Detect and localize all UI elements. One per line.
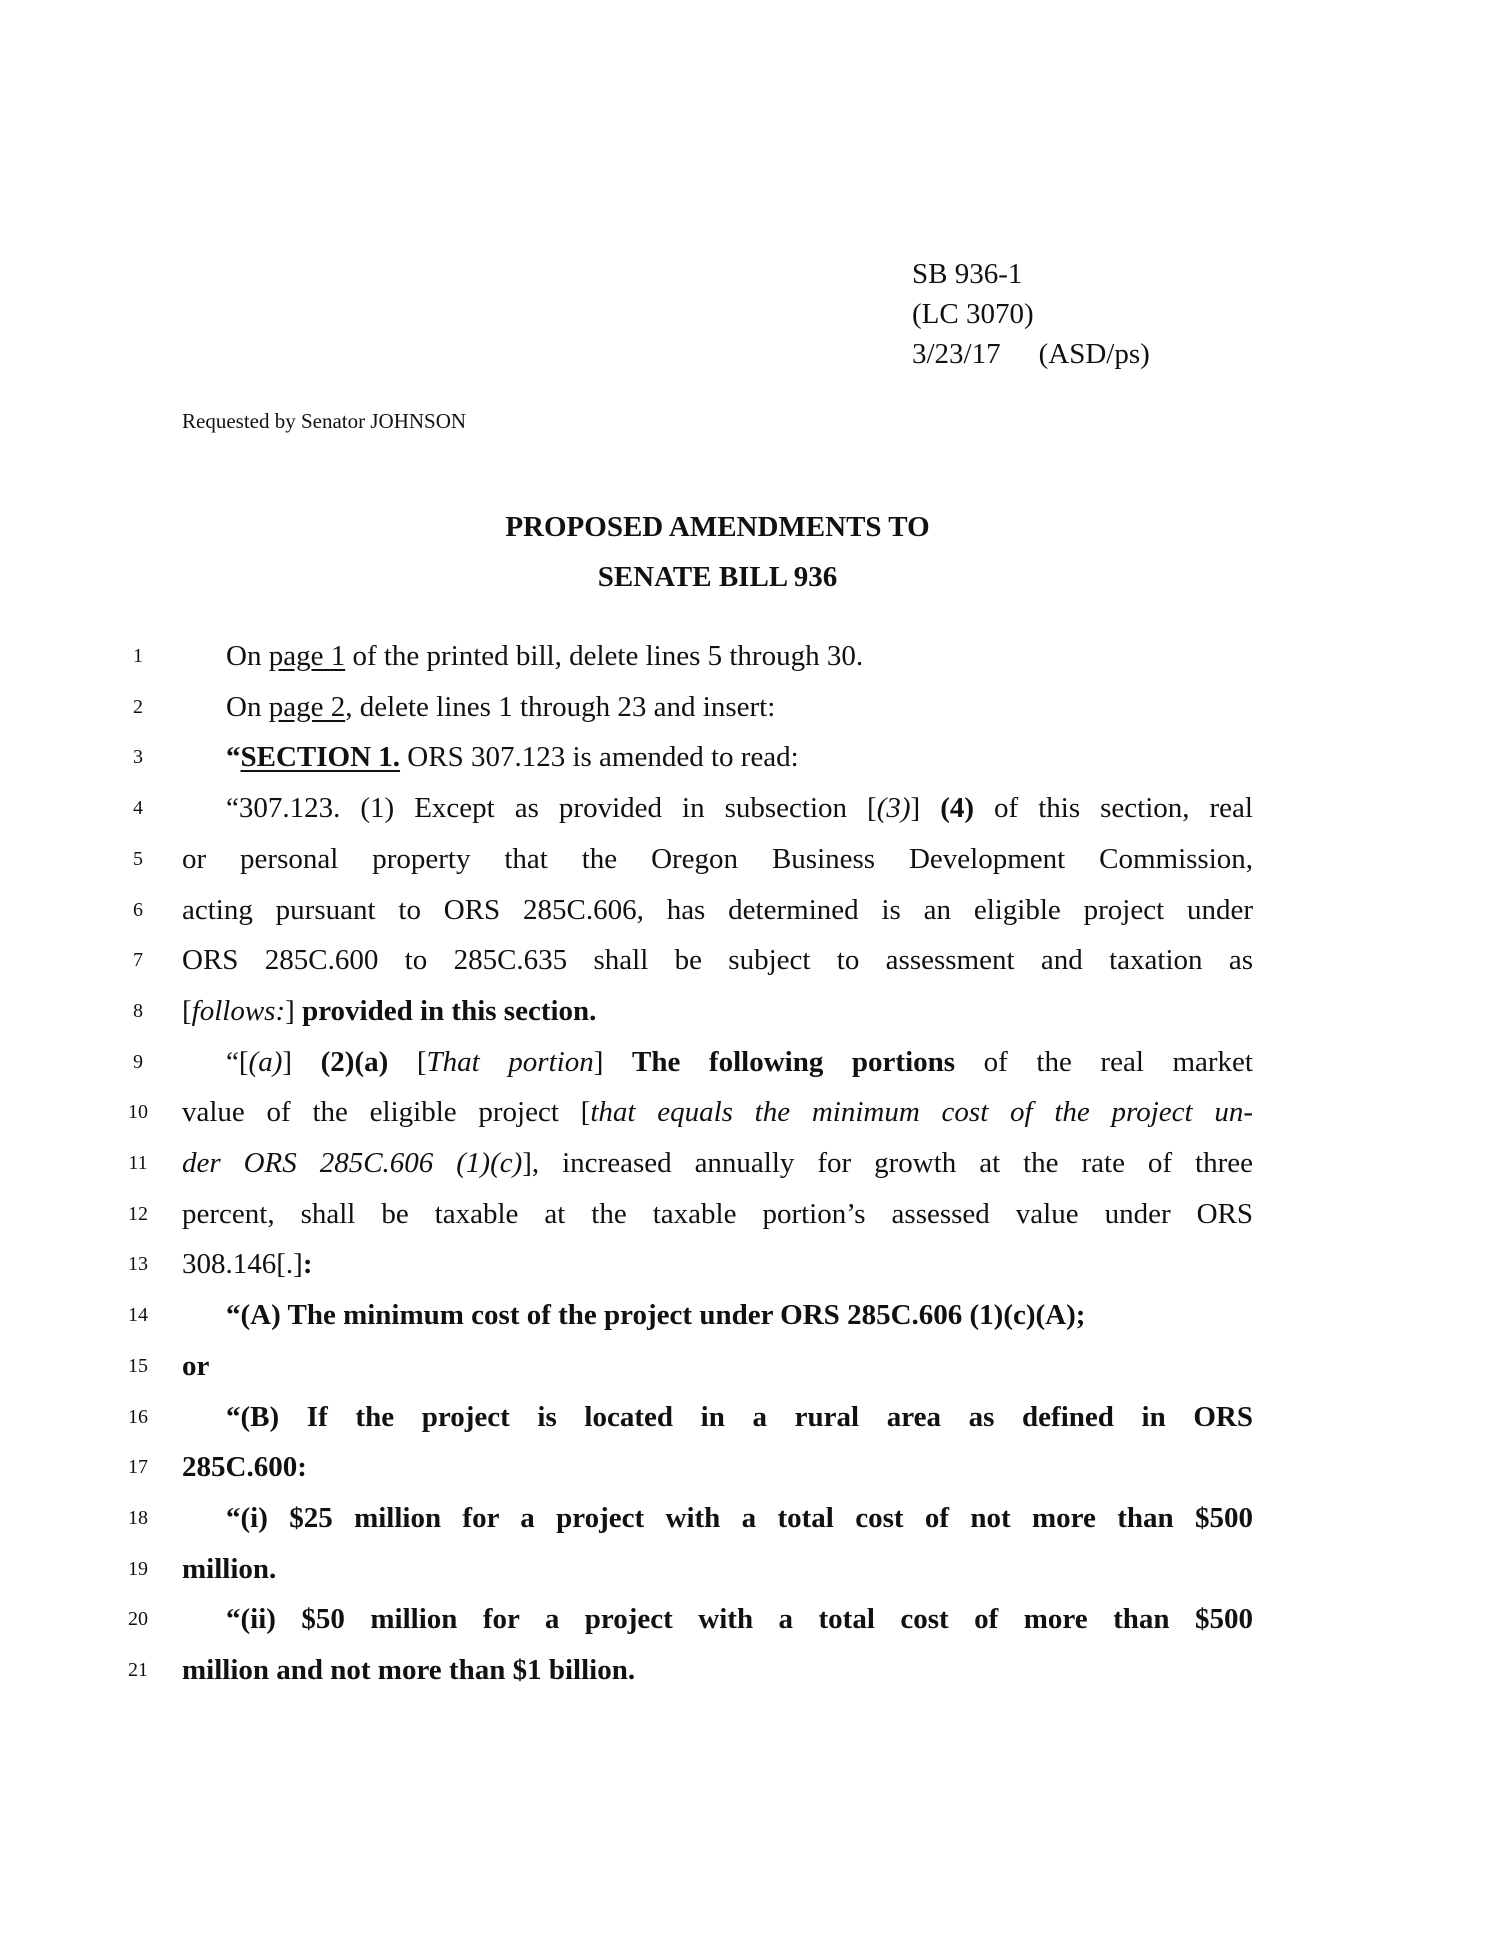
title-line-1: PROPOSED AMENDMENTS TO [505,511,930,543]
numbered-line [0,732,1500,783]
line-text [182,986,1253,1037]
line-text [182,1087,1253,1138]
text-segment: of this section, real [974,792,1253,825]
text-segment: On [226,690,269,723]
text-segment: (2)(a) [320,1045,389,1078]
text-segment: [ [388,1045,427,1078]
text-segment: ] [282,1045,321,1078]
requested-by: Requested by Senator JOHNSON [182,409,467,433]
numbered-line [0,1087,1500,1138]
text-segment: The following portions [631,1045,956,1078]
text-segment: : [302,1248,313,1281]
numbered-line [0,1290,1500,1341]
numbered-line [0,631,1500,682]
line-number: 15 [128,1354,148,1377]
text-segment: percent, shall be taxable at the taxable portion’s assessed value under ORS [182,1197,1253,1230]
text-segment: [ [182,994,192,1027]
text-segment: follows: [191,994,286,1027]
numbered-line [0,1239,1500,1290]
line-text [182,783,1253,834]
line-text [182,631,1253,682]
text-segment: (3) [876,792,911,825]
line-text [182,1290,1253,1341]
text-segment: SECTION 1. [240,741,401,774]
text-segment: million. [182,1552,277,1585]
numbered-line [0,783,1500,834]
text-segment: provided in this section. [302,994,597,1027]
line-text [182,1239,1253,1290]
line-number: 16 [128,1405,148,1428]
numbered-line [0,986,1500,1037]
line-text [182,1392,1253,1443]
line-number: 9 [133,1050,143,1073]
line-text [182,1544,1253,1595]
numbered-line [0,1594,1500,1645]
text-segment: On [226,640,269,672]
text-segment: “(i) $25 million for a project with a total cost of not more than $500 [226,1501,1253,1534]
text-segment: , delete lines 1 through 23 and insert: [345,690,776,723]
line-number: 12 [128,1202,148,1225]
text-segment: “307.123. (1) Except as provided in subsection [ [226,792,877,825]
line-number: 1 [133,645,143,667]
line-text [182,1189,1253,1240]
numbered-line [0,1442,1500,1493]
line-text [182,1341,1253,1392]
line-text [182,1493,1253,1544]
line-number: 11 [128,1152,148,1174]
line-number: 17 [128,1456,148,1479]
text-segment: ] [910,792,941,825]
text-segment: page 2 [268,690,346,723]
numbered-line [0,1645,1500,1696]
numbered-line [0,1189,1500,1240]
numbered-line [0,1138,1500,1189]
text-segment: ORS 285C.600 to 285C.635 shall be subject to assessment and taxation as [182,944,1253,977]
text-segment: ], increased annually for growth at the rate of three [522,1147,1253,1179]
line-number: 2 [133,695,143,718]
numbered-line [0,682,1500,733]
text-segment: “(A) The minimum cost of the project under ORS 285C.606 (1)(c)(A); [226,1299,1086,1332]
bill-id: SB 936-1 [912,258,1023,290]
line-text [182,1594,1253,1645]
line-text [182,935,1253,986]
numbered-line [0,1341,1500,1392]
numbered-line [0,885,1500,936]
numbered-line [0,1544,1500,1595]
line-number: 14 [128,1304,148,1327]
line-text [182,732,1253,783]
line-number: 21 [128,1659,148,1681]
text-segment: that equals the minimum cost of the project un- [590,1096,1253,1129]
text-segment: ] [285,994,303,1027]
line-number: 3 [133,746,143,769]
text-segment: value of the eligible project [ [182,1096,591,1129]
line-number: 20 [128,1608,148,1631]
line-number: 13 [128,1253,148,1276]
line-number: 18 [128,1506,148,1529]
date-line [912,334,1150,374]
numbered-line [0,1493,1500,1544]
text-segment: million and not more than $1 billion. [182,1654,636,1686]
drafter-initials: (ASD/ps) [1038,338,1150,370]
line-text [182,1037,1253,1088]
text-segment: 285C.600: [182,1451,307,1484]
numbered-line [0,834,1500,885]
line-text [182,1138,1253,1189]
line-number: 5 [133,847,143,870]
text-segment: (4) [940,792,975,825]
line-number: 19 [128,1557,148,1580]
text-segment: “(B) If the project is located in a rural area as defined in ORS [226,1400,1253,1433]
text-segment: ORS 307.123 is amended to read: [400,741,799,774]
text-segment: or personal property that the Oregon Business Development Commission, [182,842,1253,875]
numbered-line [0,1037,1500,1088]
numbered-line [0,935,1500,986]
line-number: 6 [133,898,143,921]
line-text [182,682,1253,733]
line-number: 10 [128,1101,148,1124]
text-segment: “ [226,741,241,774]
line-text [182,1645,1253,1696]
text-segment: of the real market [955,1045,1253,1078]
text-segment: page 1 [268,640,346,672]
title-line-2: SENATE BILL 936 [597,561,838,593]
text-segment: 308.146[.] [182,1248,303,1281]
line-text [182,1442,1253,1493]
line-text [182,834,1253,885]
line-number: 8 [133,999,143,1022]
line-number: 7 [133,949,143,972]
line-text [182,885,1253,936]
text-segment: of the printed bill, delete lines 5 through 30. [345,640,864,672]
date: 3/23/17 [912,338,1001,370]
lc-number: (LC 3070) [912,298,1034,330]
text-segment: der ORS 285C.606 (1)(c) [182,1147,523,1179]
text-segment: That portion [426,1045,594,1078]
text-segment: “(ii) $50 million for a project with a total cost of more than $500 [226,1603,1253,1636]
numbered-line [0,1392,1500,1443]
text-segment: (a) [248,1045,283,1078]
text-segment: “[ [226,1045,249,1078]
text-segment: acting pursuant to ORS 285C.606, has determined is an eligible project under [182,893,1253,926]
text-segment: or [182,1349,210,1382]
line-number: 4 [133,797,143,820]
text-segment: ] [593,1045,632,1078]
